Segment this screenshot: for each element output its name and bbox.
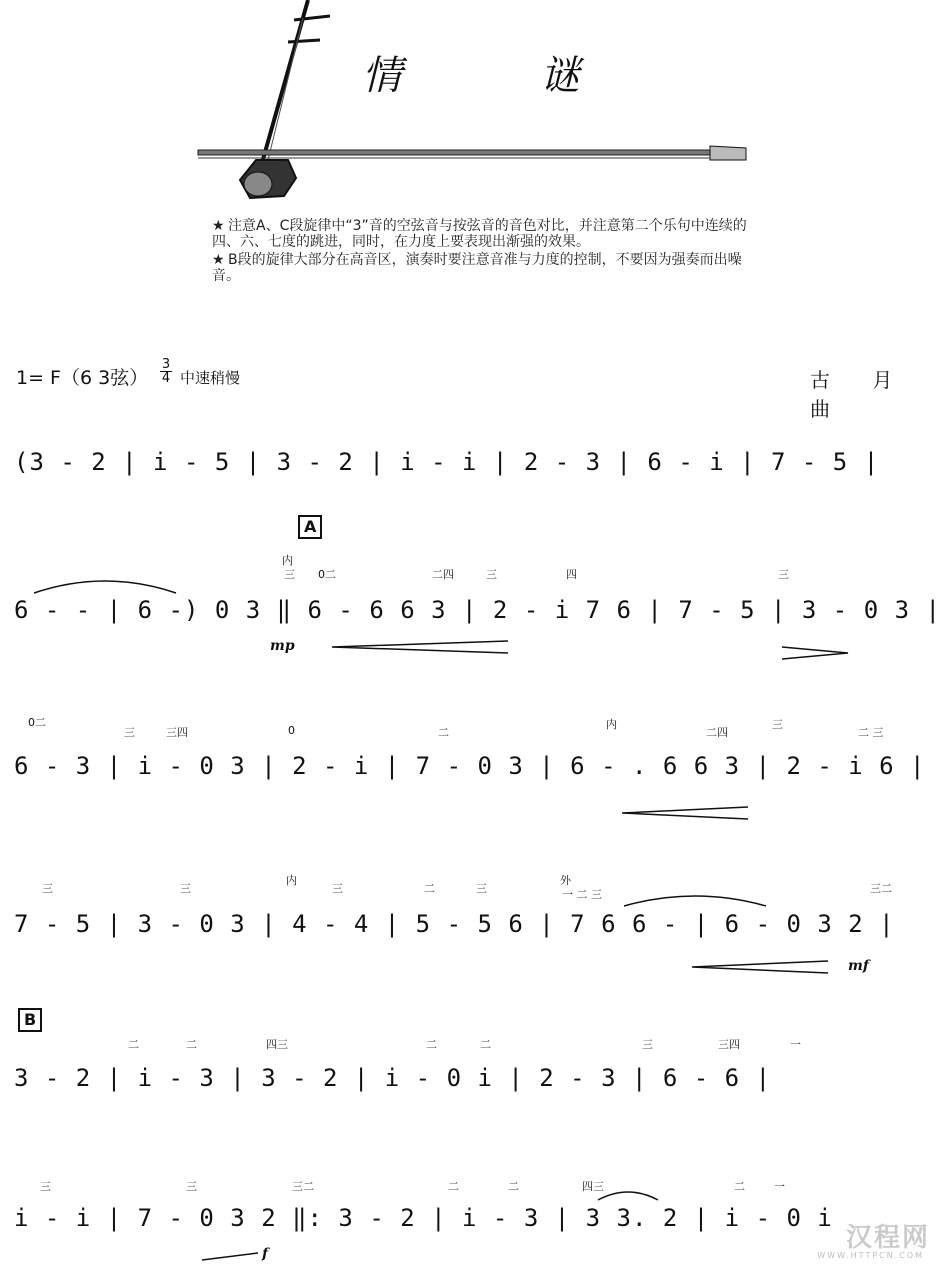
fingering-row6-3: 三二	[292, 1180, 314, 1193]
section-a-marker: A	[298, 515, 322, 539]
fingering-row3-9: 二 三	[858, 726, 884, 739]
fingering-row5-1: 二	[128, 1038, 139, 1051]
fingering-row4-1: 三	[42, 882, 53, 895]
fingering-row5-4: 二	[426, 1038, 437, 1051]
fingering-row4-9: 三二	[870, 882, 892, 895]
time-signature	[160, 358, 172, 385]
note-1-text: 注意A、C段旋律中“3”音的空弦音与按弦音的音色对比，并注意第二个乐句中连续的四、六、七度的跳进，同时，在力度上要表现出渐强的效果。	[212, 218, 747, 250]
staff-line-1: (3 - 2 | i - 5 | 3 - 2 | i - i | 2 - 3 | 6 - i | 7 - 5 |	[14, 448, 880, 476]
staff-line-6: i - i | 7 - 0 3 2 ‖: 3 - 2 | i - 3 | 3 3. 2 | i - 0 i	[14, 1204, 833, 1232]
bow-tip	[710, 146, 746, 160]
fingering-row2-3: 0二	[318, 568, 336, 581]
crescendo-hairpin-4	[200, 1252, 260, 1262]
note-1	[212, 218, 752, 250]
fingering-row3-5: 二	[438, 726, 449, 739]
fingering-row6-4: 二	[448, 1180, 459, 1193]
tempo-marking: 中速稍慢	[180, 369, 241, 387]
fingering-row6-8: 一	[774, 1180, 785, 1193]
staff-line-2: 6 - - | 6 -) 0 3 ‖ 6 - 6 6 3 | 2 - i 7 6 | 7 - 5 | 3 - 0 3 |	[14, 596, 941, 624]
star-icon: ★	[212, 252, 225, 268]
fingering-row6-2: 三	[186, 1180, 197, 1193]
staff-line-5: 3 - 2 | i - 3 | 3 - 2 | i - 0 i | 2 - 3 | 6 - 6 |	[14, 1064, 772, 1092]
meter-bottom: 4	[161, 371, 171, 386]
composer: 古 月曲	[810, 368, 911, 421]
fingering-row3-6: 内	[606, 718, 617, 731]
fingering-row6-6: 四三	[582, 1180, 604, 1193]
erhu-peg-2	[288, 40, 320, 42]
star-icon: ★	[212, 218, 225, 234]
fingering-row4-7: 外	[560, 874, 571, 887]
title-char-1: 情	[362, 53, 402, 99]
note-2-text: B段的旋律大部分在高音区，演奏时要注意音准与力度的控制，不要因为强奏而出噪音。	[212, 252, 742, 284]
fingering-row2-2: 三	[284, 568, 295, 581]
crescendo-hairpin-2	[620, 806, 750, 820]
fingering-row5-8: 一	[790, 1038, 801, 1051]
crescendo-hairpin-3	[690, 960, 830, 974]
erhu-string	[268, 18, 303, 160]
watermark-logo: 汉程网	[845, 1223, 930, 1253]
fingering-row4-5: 二	[424, 882, 435, 895]
dynamic-f: f	[262, 1246, 269, 1262]
fingering-row4-2: 三	[180, 882, 191, 895]
erhu-resonator-face	[244, 172, 272, 196]
fingering-row5-2: 二	[186, 1038, 197, 1051]
fingering-row4-6: 三	[476, 882, 487, 895]
fingering-row5-3: 四三	[266, 1038, 288, 1051]
dynamic-mp: mp	[270, 638, 295, 654]
slur-row6	[596, 1186, 660, 1202]
watermark-url: WWW.HTTPCN.COM	[817, 1251, 924, 1260]
erhu-illustration	[190, 0, 760, 210]
staff-line-4: 7 - 5 | 3 - 0 3 | 4 - 4 | 5 - 5 6 | 7 6 6 - | 6 - 0 3 2 |	[14, 910, 895, 938]
fingering-row5-6: 三	[642, 1038, 653, 1051]
fingering-row2-4: 二四	[432, 568, 454, 581]
performance-notes	[212, 218, 752, 286]
fingering-row6-1: 三	[40, 1180, 51, 1193]
fingering-row5-5: 二	[480, 1038, 491, 1051]
fingering-row3-1: 0二	[28, 716, 46, 729]
fingering-row3-4: 0	[288, 724, 295, 737]
section-b-marker: B	[18, 1008, 42, 1032]
fingering-row3-8: 三	[772, 718, 783, 731]
staff-line-3: 6 - 3 | i - 0 3 | 2 - i | 7 - 0 3 | 6 - . 6 6 3 | 2 - i 6 |	[14, 752, 926, 780]
fingering-row3-7: 二四	[706, 726, 728, 739]
erhu-peg-1	[294, 16, 330, 20]
crescendo-hairpin-1	[330, 640, 510, 654]
decrescendo-hairpin-1	[780, 646, 850, 660]
dynamic-mf: mf	[848, 958, 869, 974]
fingering-row4-3: 内	[286, 874, 297, 887]
fingering-row6-5: 二	[508, 1180, 519, 1193]
fingering-row3-3: 三四	[166, 726, 188, 739]
fingering-row4-8: 一 二 三	[562, 888, 602, 901]
fingering-row5-7: 三四	[718, 1038, 740, 1051]
note-2	[212, 252, 752, 284]
fingering-row6-7: 二	[734, 1180, 745, 1193]
fingering-row2-6: 四	[566, 568, 577, 581]
title-char-2: 谜	[540, 53, 580, 99]
fingering-row4-4: 三	[332, 882, 343, 895]
key-signature: 1= F（6 3弦）	[16, 367, 149, 389]
fingering-row2-7: 三	[778, 568, 789, 581]
slur-row2	[30, 575, 180, 595]
fingering-row2-1: 内	[282, 554, 293, 567]
fingering-row3-2: 三	[124, 726, 135, 739]
bow-stick	[198, 150, 718, 155]
meter-top: 3	[161, 357, 171, 372]
fingering-row2-5: 三	[486, 568, 497, 581]
tie-row4	[620, 890, 770, 908]
